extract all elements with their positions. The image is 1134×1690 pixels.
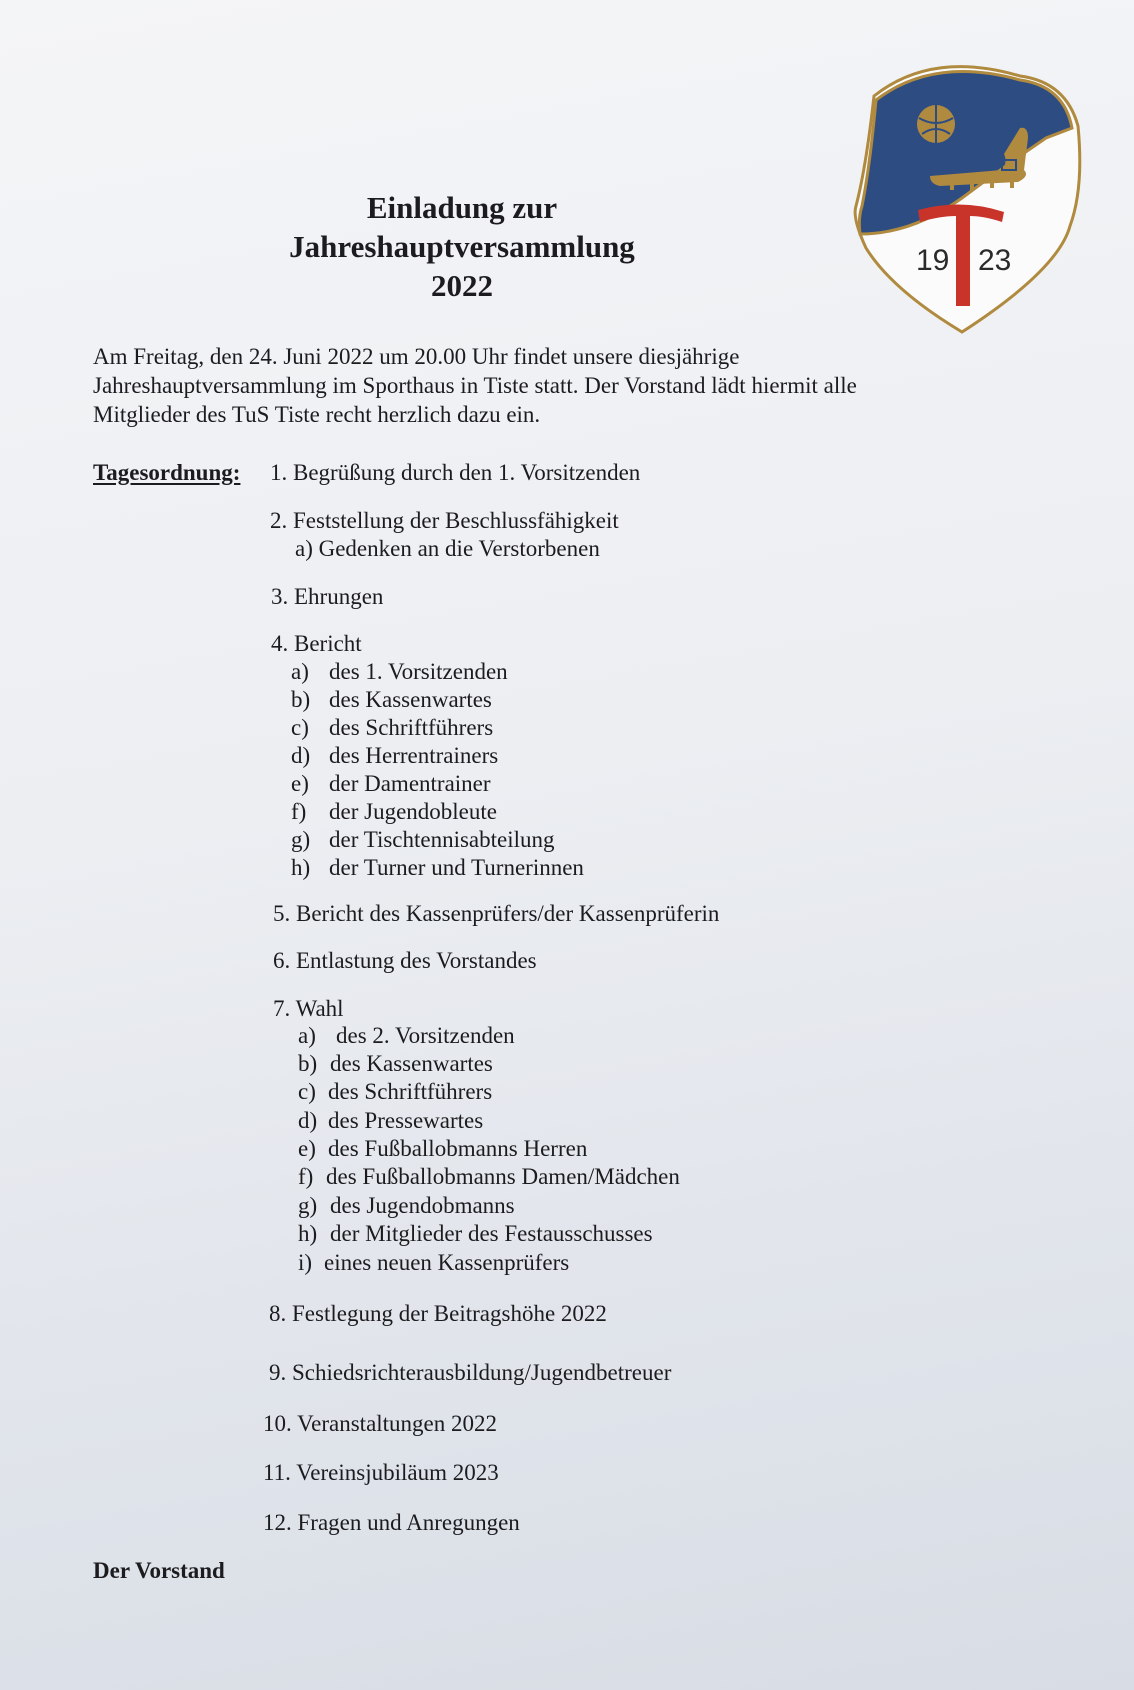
agenda-item-7-sub: c) des Schriftführers bbox=[298, 1079, 493, 1104]
agenda-item-7-sub: d) des Pressewartes bbox=[298, 1108, 484, 1133]
agenda-item-3: 3. Ehrungen bbox=[271, 584, 384, 609]
crest-year-right: 23 bbox=[978, 244, 1012, 277]
agenda-item-4-sub: a) des 1. Vorsitzenden bbox=[291, 659, 508, 684]
agenda-item-7-sub: f) des Fußballobmanns Damen/Mädchen bbox=[298, 1164, 680, 1189]
agenda-item-4-sub: h) der Turner und Turnerinnen bbox=[291, 855, 584, 880]
title-line-3: 2022 bbox=[431, 268, 493, 303]
agenda-item-5: 5. Bericht des Kassenprüfers/der Kassenprüferin bbox=[273, 901, 720, 926]
intro-line-2: Jahreshauptversammlung im Sporthaus in Tiste statt. Der Vorstand lädt hiermit alle bbox=[93, 373, 857, 398]
agenda-item-12: 12. Fragen und Anregungen bbox=[263, 1510, 520, 1535]
intro-line-1: Am Freitag, den 24. Juni 2022 um 20.00 Uhr findet unsere diesjährige bbox=[93, 344, 740, 369]
agenda-item-7-sub: b) des Kassenwartes bbox=[298, 1051, 493, 1076]
intro-paragraph bbox=[93, 342, 993, 429]
signature: Der Vorstand bbox=[93, 1558, 225, 1583]
agenda-item-7-sub: e) des Fußballobmanns Herren bbox=[298, 1136, 588, 1161]
agenda-item-4-sub: d) des Herrentrainers bbox=[291, 743, 499, 768]
document-title bbox=[262, 188, 662, 305]
agenda-item-11: 11. Vereinsjubiläum 2023 bbox=[263, 1460, 499, 1485]
agenda-item-7-sub: a) des 2. Vorsitzenden bbox=[298, 1023, 515, 1048]
intro-line-3: Mitglieder des TuS Tiste recht herzlich dazu ein. bbox=[93, 402, 541, 427]
agenda-item-7-sub: g) des Jugendobmanns bbox=[298, 1193, 515, 1218]
club-crest-logo bbox=[852, 58, 1084, 336]
agenda-item-8: 8. Festlegung der Beitragshöhe 2022 bbox=[269, 1301, 607, 1326]
title-line-1: Einladung zur bbox=[366, 190, 558, 225]
agenda-item-1: 1. Begrüßung durch den 1. Vorsitzenden bbox=[270, 460, 641, 485]
crest-year-left: 19 bbox=[916, 244, 950, 277]
agenda-item-7: 7. Wahl bbox=[273, 996, 344, 1021]
agenda-item-4-sub: c) des Schriftführers bbox=[291, 715, 494, 740]
agenda-item-4: 4. Bericht bbox=[271, 631, 362, 656]
agenda-label: Tagesordnung: bbox=[93, 460, 241, 485]
agenda-item-7-sub: i) eines neuen Kassenprüfers bbox=[298, 1250, 570, 1275]
agenda-item-10: 10. Veranstaltungen 2022 bbox=[263, 1411, 498, 1436]
agenda-item-4-sub: b) des Kassenwartes bbox=[291, 687, 492, 712]
agenda-item-9: 9. Schiedsrichterausbildung/Jugendbetreuer bbox=[269, 1360, 672, 1385]
title-line-2: Jahreshauptversammlung bbox=[289, 229, 635, 264]
agenda-item-7-sub: h) der Mitglieder des Festausschusses bbox=[298, 1221, 653, 1246]
football-icon bbox=[917, 105, 955, 143]
agenda-item-4-sub: g) der Tischtennisabteilung bbox=[291, 827, 555, 852]
agenda-item-6: 6. Entlastung des Vorstandes bbox=[273, 948, 537, 973]
agenda-item-2: 2. Feststellung der Beschlussfähigkeit bbox=[270, 508, 619, 533]
agenda-item-4-sub: e) der Damentrainer bbox=[291, 771, 491, 796]
agenda-item-4-sub: f) der Jugendobleute bbox=[291, 799, 497, 824]
agenda-item-2-note: a) Gedenken an die Verstorbenen bbox=[295, 536, 600, 561]
